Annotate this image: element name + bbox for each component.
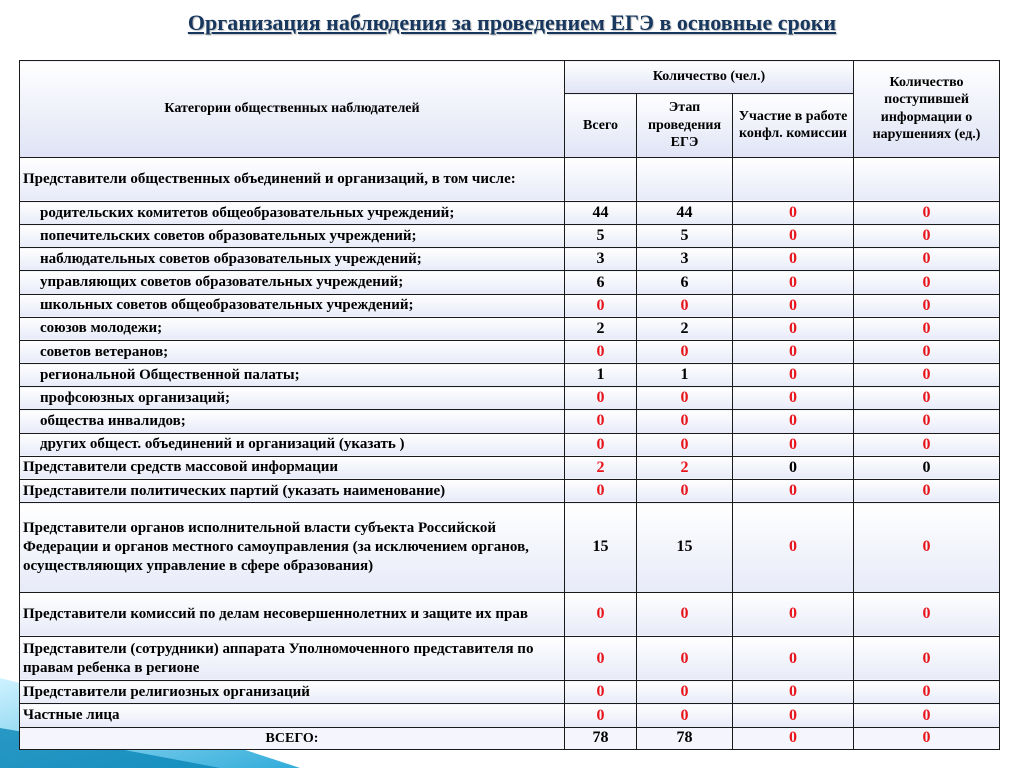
cell-commission: 0 xyxy=(733,503,854,593)
cell-stage: 0 xyxy=(637,340,733,363)
cell-total: 0 xyxy=(565,387,637,410)
empty-cell xyxy=(637,157,733,201)
cell-commission: 0 xyxy=(733,592,854,636)
header-commission: Участие в работе конфл. комиссии xyxy=(733,94,854,157)
cell-total: 44 xyxy=(565,202,637,225)
table-row xyxy=(20,294,1000,317)
cell-stage: 0 xyxy=(637,433,733,456)
cell-violations: 0 xyxy=(854,271,1000,294)
cell-commission: 0 xyxy=(733,410,854,433)
cell-stage: 0 xyxy=(637,704,733,727)
total-label: ВСЕГО: xyxy=(20,727,565,749)
row-label: других общест. объединений и организаций (указать ) xyxy=(20,433,565,456)
cell-total: 15 xyxy=(565,503,637,593)
cell-violations: 0 xyxy=(854,387,1000,410)
header-stage: Этап проведения ЕГЭ xyxy=(637,94,733,157)
cell-stage: 6 xyxy=(637,271,733,294)
cell-violations: 0 xyxy=(854,636,1000,680)
table-row xyxy=(20,456,1000,479)
empty-cell xyxy=(854,157,1000,201)
cell-stage: 2 xyxy=(637,456,733,479)
cell-violations: 0 xyxy=(854,704,1000,727)
header-total: Всего xyxy=(565,94,637,157)
header-row xyxy=(20,61,1000,94)
table-row xyxy=(20,271,1000,294)
table-row xyxy=(20,225,1000,248)
table-row xyxy=(20,592,1000,636)
cell-stage: 2 xyxy=(637,317,733,340)
table-row xyxy=(20,410,1000,433)
cell-total: 0 xyxy=(565,479,637,502)
cell-stage: 5 xyxy=(637,225,733,248)
table-row xyxy=(20,503,1000,593)
cell-total: 2 xyxy=(565,317,637,340)
cell-total: 0 xyxy=(565,433,637,456)
row-label: попечительских советов образовательных учреждений; xyxy=(20,225,565,248)
row-label: общества инвалидов; xyxy=(20,410,565,433)
empty-cell xyxy=(565,157,637,201)
cell-commission: 0 xyxy=(733,340,854,363)
cell-total: 0 xyxy=(565,294,637,317)
total-cell-commission: 0 xyxy=(733,727,854,749)
cell-stage: 0 xyxy=(637,410,733,433)
table-row xyxy=(20,681,1000,704)
cell-stage: 0 xyxy=(637,592,733,636)
cell-commission: 0 xyxy=(733,317,854,340)
cell-total: 1 xyxy=(565,364,637,387)
row-label: Представители общественных объединений и организаций, в том числе: xyxy=(20,157,565,201)
cell-stage: 0 xyxy=(637,387,733,410)
table-row xyxy=(20,317,1000,340)
cell-total: 3 xyxy=(565,248,637,271)
cell-stage: 0 xyxy=(637,681,733,704)
cell-violations: 0 xyxy=(854,433,1000,456)
cell-violations: 0 xyxy=(854,317,1000,340)
cell-total: 0 xyxy=(565,704,637,727)
header-violations: Количество поступившей информации о нарушениях (ед.) xyxy=(854,61,1000,158)
table-row xyxy=(20,364,1000,387)
cell-stage: 0 xyxy=(637,636,733,680)
cell-commission: 0 xyxy=(733,202,854,225)
table-row xyxy=(20,387,1000,410)
cell-violations: 0 xyxy=(854,294,1000,317)
observers-table xyxy=(19,60,1000,750)
cell-commission: 0 xyxy=(733,479,854,502)
cell-violations: 0 xyxy=(854,681,1000,704)
cell-violations: 0 xyxy=(854,592,1000,636)
cell-violations: 0 xyxy=(854,503,1000,593)
cell-violations: 0 xyxy=(854,410,1000,433)
row-label: Частные лица xyxy=(20,704,565,727)
cell-commission: 0 xyxy=(733,225,854,248)
cell-violations: 0 xyxy=(854,202,1000,225)
cell-commission: 0 xyxy=(733,456,854,479)
table-row xyxy=(20,248,1000,271)
cell-total: 6 xyxy=(565,271,637,294)
row-label: управляющих советов образовательных учреждений; xyxy=(20,271,565,294)
cell-total: 0 xyxy=(565,636,637,680)
cell-total: 0 xyxy=(565,592,637,636)
row-label: наблюдательных советов образовательных учреждений; xyxy=(20,248,565,271)
table-row xyxy=(20,479,1000,502)
cell-stage: 15 xyxy=(637,503,733,593)
cell-total: 2 xyxy=(565,456,637,479)
header-quantity-group: Количество (чел.) xyxy=(565,61,854,94)
cell-total: 0 xyxy=(565,410,637,433)
empty-cell xyxy=(733,157,854,201)
cell-commission: 0 xyxy=(733,294,854,317)
cell-stage: 1 xyxy=(637,364,733,387)
cell-stage: 0 xyxy=(637,294,733,317)
page-title: Организация наблюдения за проведением ЕГЭ в основные сроки xyxy=(187,10,837,35)
cell-stage: 0 xyxy=(637,479,733,502)
row-label: союзов молодежи; xyxy=(20,317,565,340)
total-row xyxy=(20,727,1000,749)
cell-violations: 0 xyxy=(854,248,1000,271)
cell-total: 0 xyxy=(565,681,637,704)
row-label: Представители органов исполнительной власти субъекта Российской Федерации и органов местного самоуправления (за исключением органов, осуществляющих управление в сфере образования) xyxy=(20,503,565,593)
cell-violations: 0 xyxy=(854,456,1000,479)
row-label: Представители (сотрудники) аппарата Уполномоченного представителя по правам ребенка в регионе xyxy=(20,636,565,680)
cell-violations: 0 xyxy=(854,479,1000,502)
table-row xyxy=(20,704,1000,727)
row-label: Представители комиссий по делам несовершеннолетних и защите их прав xyxy=(20,592,565,636)
row-label: профсоюзных организаций; xyxy=(20,387,565,410)
table-row xyxy=(20,202,1000,225)
row-label: Представители политических партий (указать наименование) xyxy=(20,479,565,502)
total-cell-total: 78 xyxy=(565,727,637,749)
cell-violations: 0 xyxy=(854,340,1000,363)
row-label: школьных советов общеобразовательных учреждений; xyxy=(20,294,565,317)
cell-commission: 0 xyxy=(733,364,854,387)
cell-commission: 0 xyxy=(733,681,854,704)
cell-stage: 3 xyxy=(637,248,733,271)
table-row xyxy=(20,636,1000,680)
table-row xyxy=(20,433,1000,456)
cell-commission: 0 xyxy=(733,433,854,456)
table-row xyxy=(20,340,1000,363)
row-label: Представители средств массовой информации xyxy=(20,456,565,479)
cell-stage: 44 xyxy=(637,202,733,225)
row-label: региональной Общественной палаты; xyxy=(20,364,565,387)
total-cell-stage: 78 xyxy=(637,727,733,749)
cell-violations: 0 xyxy=(854,364,1000,387)
header-categories: Категории общественных наблюдателей xyxy=(20,61,565,158)
cell-commission: 0 xyxy=(733,636,854,680)
cell-commission: 0 xyxy=(733,271,854,294)
cell-commission: 0 xyxy=(733,704,854,727)
cell-commission: 0 xyxy=(733,248,854,271)
row-label: родительских комитетов общеобразовательных учреждений; xyxy=(20,202,565,225)
cell-total: 0 xyxy=(565,340,637,363)
total-cell-violations: 0 xyxy=(854,727,1000,749)
row-label: советов ветеранов; xyxy=(20,340,565,363)
cell-violations: 0 xyxy=(854,225,1000,248)
table-row-group xyxy=(20,157,1000,201)
row-label: Представители религиозных организаций xyxy=(20,681,565,704)
cell-commission: 0 xyxy=(733,387,854,410)
cell-total: 5 xyxy=(565,225,637,248)
